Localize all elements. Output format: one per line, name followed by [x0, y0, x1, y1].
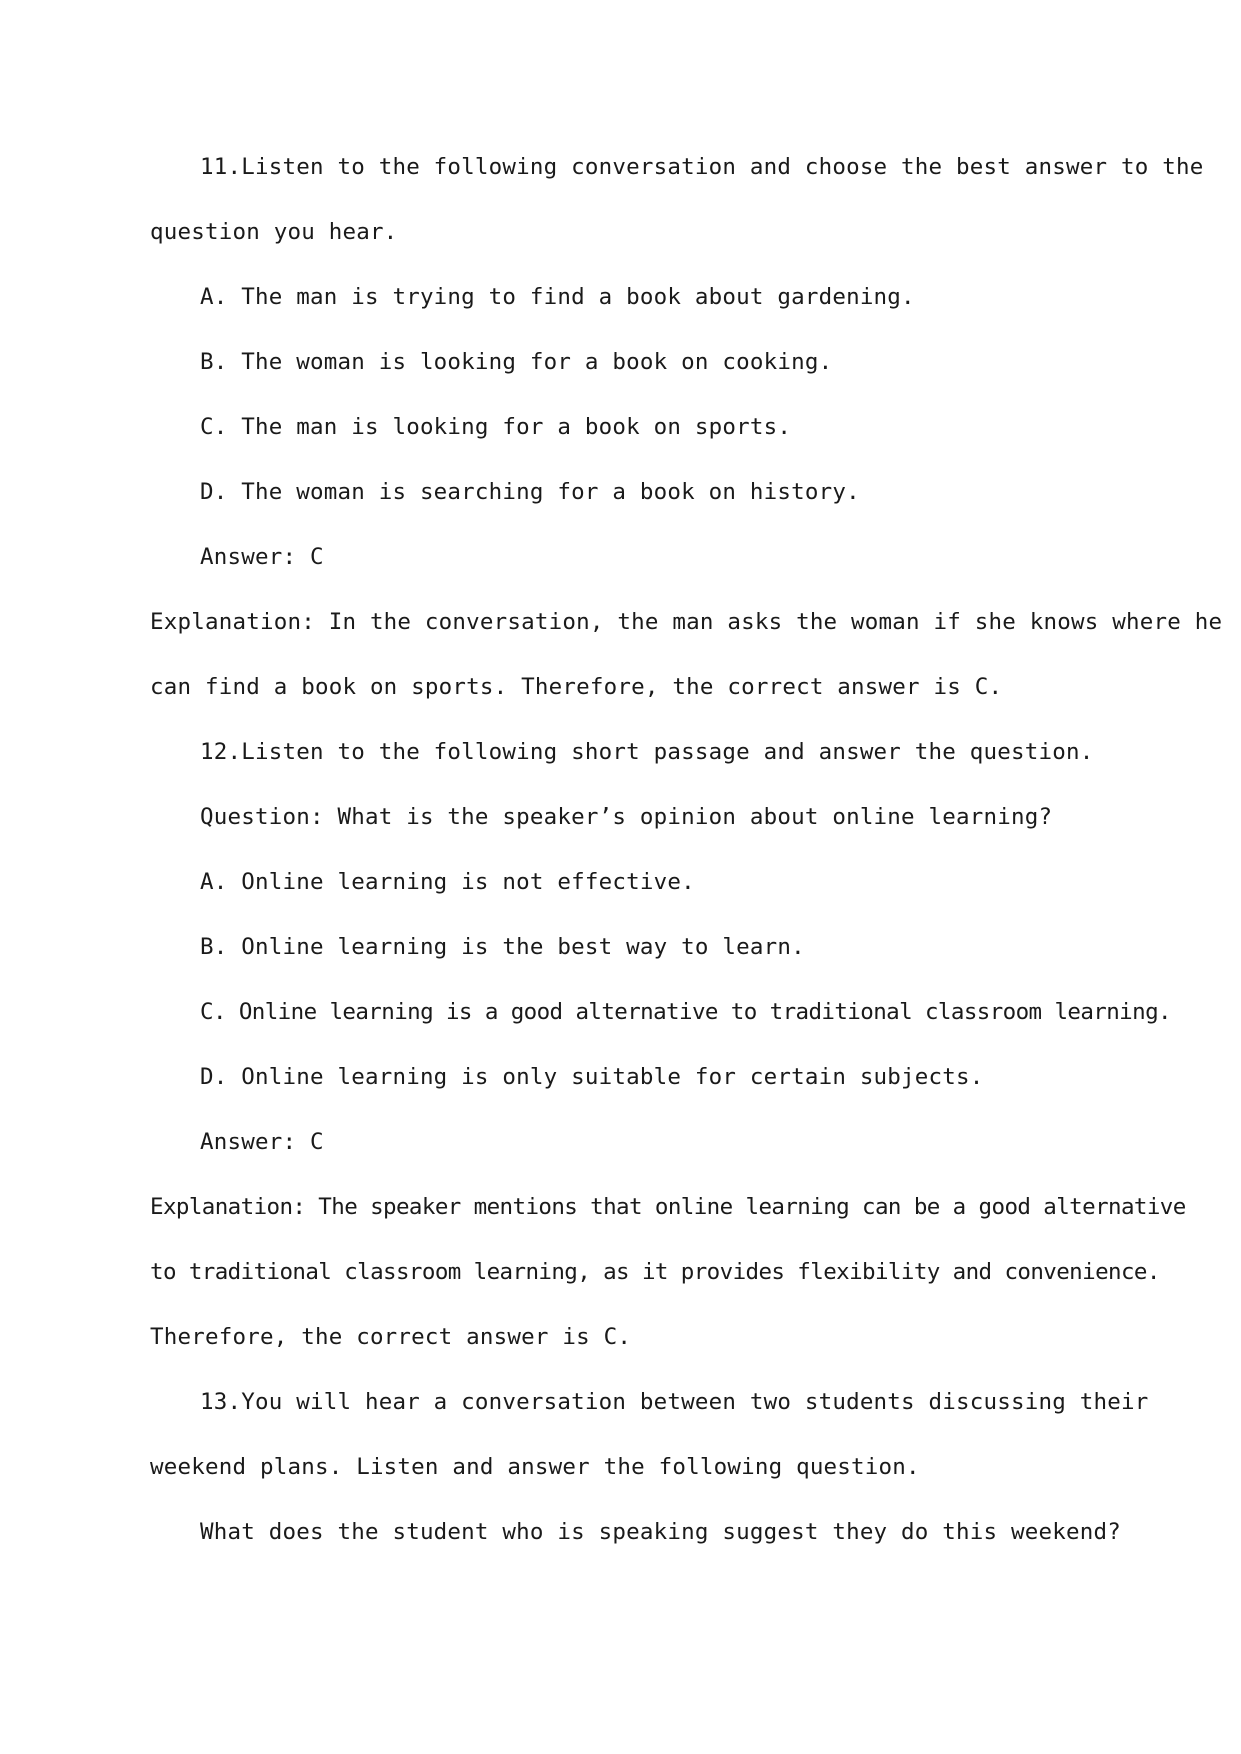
- q11-option-c: C. The man is looking for a book on sports.: [200, 414, 792, 440]
- q12-question: Question: What is the speaker’s opinion about online learning?: [200, 804, 1053, 830]
- q11-option-b: B. The woman is looking for a book on cooking.: [200, 349, 833, 375]
- q12-explanation-line-2: to traditional classroom learning, as it provides flexibility and convenience.: [150, 1259, 1160, 1285]
- q11-option-a: A. The man is trying to find a book about gardening.: [200, 284, 915, 310]
- q12-option-a: A. Online learning is not effective.: [200, 869, 695, 895]
- q12-answer: Answer: C: [200, 1129, 324, 1155]
- q12-explanation-line-3: Therefore, the correct answer is C.: [150, 1324, 632, 1350]
- q12-option-c: C. Online learning is a good alternative to traditional classroom learning.: [200, 999, 1171, 1025]
- q11-answer: Answer: C: [200, 544, 324, 570]
- q11-explanation-line-2: can find a book on sports. Therefore, the correct answer is C.: [150, 674, 1003, 700]
- q12-stem: 12.Listen to the following short passage and answer the question.: [200, 739, 1094, 765]
- q12-option-d: D. Online learning is only suitable for certain subjects.: [200, 1064, 984, 1090]
- q11-explanation-line-1: Explanation: In the conversation, the man asks the woman if she knows where he: [150, 609, 1223, 635]
- q11-stem-line-2: question you hear.: [150, 219, 398, 245]
- q11-option-d: D. The woman is searching for a book on history.: [200, 479, 860, 505]
- q12-option-b: B. Online learning is the best way to learn.: [200, 934, 805, 960]
- q12-explanation-line-1: Explanation: The speaker mentions that online learning can be a good alternative: [150, 1194, 1186, 1220]
- q13-question: What does the student who is speaking suggest they do this weekend?: [200, 1519, 1121, 1545]
- q11-stem-line-1: 11.Listen to the following conversation and choose the best answer to the: [200, 154, 1204, 180]
- q13-stem-line-2: weekend plans. Listen and answer the following question.: [150, 1454, 920, 1480]
- q13-stem-line-1: 13.You will hear a conversation between two students discussing their: [200, 1389, 1149, 1415]
